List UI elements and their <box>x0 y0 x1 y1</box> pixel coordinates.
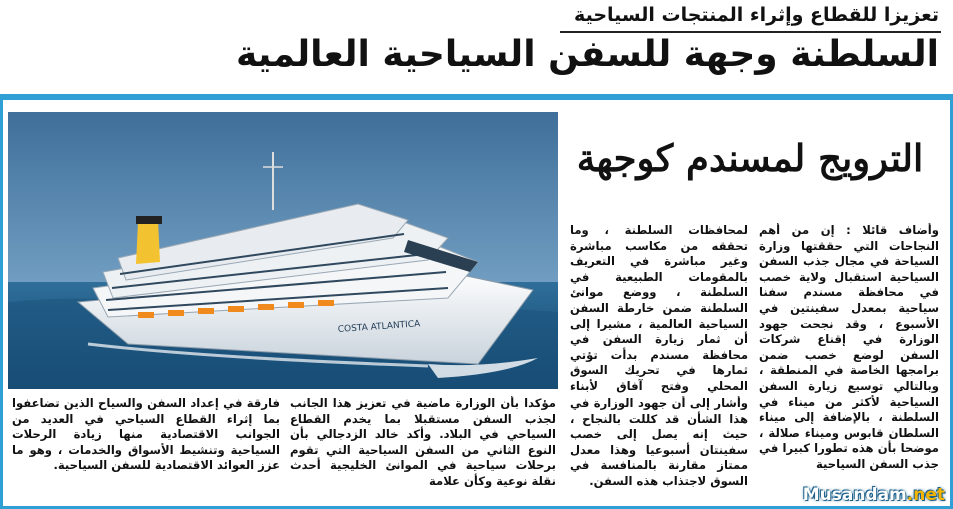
article-headline: السلطنة وجهة للسفن السياحية العالمية <box>235 34 939 75</box>
watermark-suffix: .net <box>906 485 945 505</box>
article-subhead: الترويج لمسندم كوجهة <box>576 136 924 180</box>
watermark-text: Musandam <box>802 485 907 505</box>
text-column-2: لمحافظات السلطنة ، وما تحققه من مكاسب مباشرة وغير مباشرة في التعريف بالمقومات الطبيعية في السلطنة ، ووضع موانئ السلطنة ضمن خارطة السفن السياحية العالمية ، مشيرا إلى أن ثمار زيارة السفن في محافظة مسندم بدأت تؤتي ثمارها في تحريك السوق المحلي وفتح آفاق لأبناء <box>570 223 748 393</box>
text-column-1: وأضاف قائلا : إن من أهم النجاحات التي حققتها وزارة السياحة في مجال جذب السفن السياحية استقبال ولاية خصب في محافظة مسندم سفنا سياحية بمعدل سفينتين في الأسبوع ، وقد نجحت جهود الوزارة في إقناع شركات السفن لوضع خصب ضمن برامجها الخاصة في المنطقة ، وبالتالي توسيع زيارة السفن السياحية لأكثر من ميناء في السلطنة ، بالإضافة إلى ميناء السلطان قابوس وميناء صلالة ، موضحا بأن هذه تطورا كبيرا في جذب السفن السياحية <box>759 223 939 471</box>
site-watermark <box>803 485 945 505</box>
text-column-2-continued: وأشار إلى أن جهود الوزارة في هذا الشأن قد كللت بالنجاح ، حيث إنه يصل إلى خصب سفينتان أسبوعيا وهذا معدل ممتاز مقارنة بالمنافسة في السوق لاجتذاب هذه السفن. <box>570 396 748 488</box>
cruise-ship-photo <box>8 112 558 389</box>
article-kicker: تعزيزا للقطاع وإثراء المنتجات السياحية <box>574 4 939 26</box>
text-column-4: فارقة في إعداد السفن والسياح الذين تضاعفوا بما إثراء القطاع السياحي في العديد من الجوانب الاقتصادية منها زيادة الرحلات السياحية وتنشيط الأسواق والخدمات ، وهو ما عزز العوائد الاقتصادية للسفن السياحية. <box>12 396 280 473</box>
kicker-divider <box>560 31 941 33</box>
text-column-3: مؤكدا بأن الوزارة ماضية في تعزيز هذا الجانب لجذب السفن مستقبلا بما يخدم القطاع السياحي في البلاد. وأكد خالد الزدجالي بأن النوع الثاني من السفن السياحية التي تقوم برحلات سياحية في الموانئ الخليجية أحدث نقلة نوعية وكأن علامة <box>290 396 556 488</box>
ship-name-label: COSTA ATLANTICA <box>337 319 421 335</box>
